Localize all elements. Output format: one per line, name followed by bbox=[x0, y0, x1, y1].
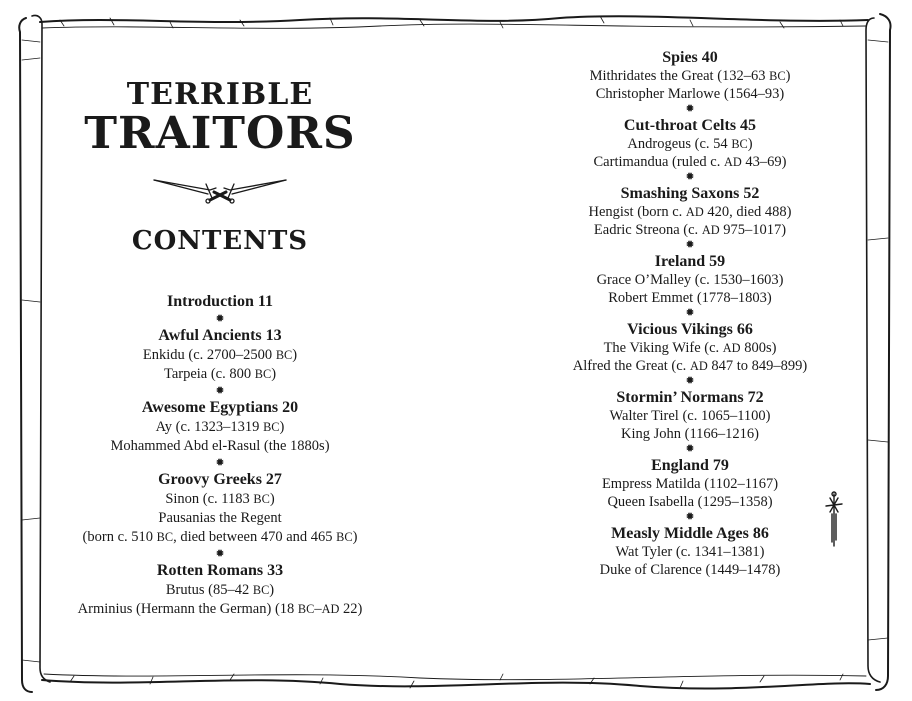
toc-entry bbox=[60, 561, 380, 619]
toc-entry-title: Vicious Vikings 66 bbox=[627, 321, 753, 338]
toc-entry-line: Brutus (85–42 BC) bbox=[165, 582, 275, 598]
crossed-daggers-icon bbox=[150, 170, 290, 204]
toc-entry-title: Stormin’ Normans 72 bbox=[616, 389, 764, 406]
toc-entry-title: Introduction 11 bbox=[167, 293, 273, 310]
star-icon: ✹ bbox=[215, 457, 225, 469]
star-icon: ✹ bbox=[685, 171, 695, 183]
star-icon: ✹ bbox=[685, 239, 695, 251]
toc-entry-line: Cartimandua (ruled c. AD 43–69) bbox=[593, 154, 787, 170]
toc-entry-title: Groovy Greeks 27 bbox=[158, 471, 282, 488]
toc-entry bbox=[60, 398, 380, 456]
toc-entry-line: Ay (c. 1323–1319 BC) bbox=[155, 419, 285, 435]
star-icon: ✹ bbox=[215, 385, 225, 397]
toc-entry-title: Smashing Saxons 52 bbox=[620, 185, 760, 202]
toc-entry-line: Sinon (c. 1183 BC) bbox=[165, 491, 275, 507]
toc-entry-line: Empress Matilda (1102–1167) bbox=[601, 476, 779, 492]
toc-entry bbox=[540, 524, 840, 579]
toc-entry-line: Hengist (born c. AD 420, died 488) bbox=[588, 204, 792, 220]
star-icon: ✹ bbox=[215, 313, 225, 325]
toc-entry-title: Measly Middle Ages 86 bbox=[611, 525, 769, 542]
star-icon: ✹ bbox=[685, 443, 695, 455]
toc-entry-line: Grace O’Malley (c. 1530–1603) bbox=[596, 272, 784, 288]
star-icon: ✹ bbox=[685, 307, 695, 319]
toc-entry-title: Cut-throat Celts 45 bbox=[623, 117, 757, 134]
toc-entry bbox=[540, 320, 840, 375]
toc-entry-line: Pausanias the Regent bbox=[158, 510, 282, 526]
toc-entry-title: Rotten Romans 33 bbox=[156, 562, 284, 579]
sword-icon bbox=[822, 490, 846, 550]
toc-entry-title: Ireland 59 bbox=[654, 253, 726, 270]
toc-entry-line: Duke of Clarence (1449–1478) bbox=[599, 562, 781, 578]
star-icon: ✹ bbox=[215, 548, 225, 560]
toc-entry-line: Queen Isabella (1295–1358) bbox=[607, 494, 773, 510]
toc-entry-line: Enkidu (c. 2700–2500 BC) bbox=[142, 347, 298, 363]
toc-entry-line: (born c. 510 BC, died between 470 and 465 BC) bbox=[82, 529, 358, 545]
star-icon: ✹ bbox=[685, 103, 695, 115]
right-column bbox=[540, 48, 840, 579]
toc-entry-line: Androgeus (c. 54 BC) bbox=[627, 136, 753, 152]
toc-entry-title: Spies 40 bbox=[662, 49, 718, 66]
book-title bbox=[60, 77, 380, 159]
toc-entry-line: King John (1166–1216) bbox=[620, 426, 759, 442]
right-toc bbox=[540, 48, 840, 579]
toc-entry bbox=[540, 184, 840, 239]
toc-entry bbox=[540, 388, 840, 443]
book-title-line2: TRAITORS bbox=[84, 108, 356, 159]
toc-entry-line: The Viking Wife (c. AD 800s) bbox=[603, 340, 777, 356]
star-icon: ✹ bbox=[685, 375, 695, 387]
contents-heading: CONTENTS bbox=[131, 226, 309, 256]
toc-entry bbox=[540, 456, 840, 511]
toc-entry-line: Tarpeia (c. 800 BC) bbox=[163, 366, 277, 382]
left-toc bbox=[60, 292, 380, 619]
toc-entry-title: England 79 bbox=[651, 457, 729, 474]
toc-entry-line: Wat Tyler (c. 1341–1381) bbox=[615, 544, 765, 560]
toc-entry-line: Walter Tirel (c. 1065–1100) bbox=[609, 408, 771, 424]
toc-entry-intro bbox=[60, 292, 380, 312]
toc-entry-line: Christopher Marlowe (1564–93) bbox=[595, 86, 785, 102]
left-column bbox=[60, 77, 380, 619]
toc-entry-line: Alfred the Great (c. AD 847 to 849–899) bbox=[572, 358, 808, 374]
toc-entry-line: Mohammed Abd el-Rasul (the 1880s) bbox=[110, 438, 330, 454]
toc-entry-title: Awful Ancients 13 bbox=[158, 327, 282, 344]
toc-entry bbox=[540, 48, 840, 103]
toc-entry-line: Robert Emmet (1778–1803) bbox=[608, 290, 772, 306]
toc-entry bbox=[540, 116, 840, 171]
toc-entry-line: Eadric Streona (c. AD 975–1017) bbox=[593, 222, 787, 238]
star-icon: ✹ bbox=[685, 511, 695, 523]
toc-entry bbox=[60, 470, 380, 547]
toc-entry-line: Mithridates the Great (132–63 BC) bbox=[589, 68, 791, 84]
toc-entry-line: Arminius (Hermann the German) (18 BC–AD 22) bbox=[77, 601, 363, 617]
toc-entry bbox=[60, 326, 380, 384]
toc-entry-title: Awesome Egyptians 20 bbox=[141, 399, 299, 416]
toc-entry bbox=[540, 252, 840, 307]
book-title-line1: TERRIBLE bbox=[126, 77, 314, 112]
